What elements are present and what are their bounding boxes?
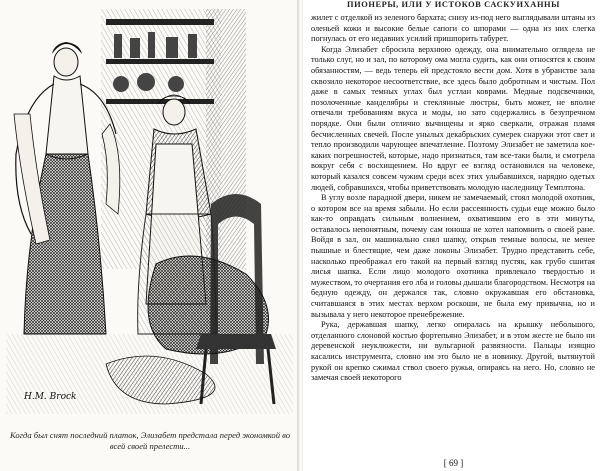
engraving-illustration: [6, 4, 293, 414]
paragraph: жилет с отделкой из зеленого бархата; снизу из-под него выглядывали штаны из оленьей кожи и высокие белые сапоги со шпорами — одна из них слегка погнулась от его недавних усилий пришпорить табурет.: [311, 13, 595, 44]
illustrator-signature: H.M. Brock: [24, 392, 77, 402]
right-page: [303, 0, 600, 471]
running-head: ПИОНЕРЫ, ИЛИ У ИСТОКОВ САСКУИХАННЫ: [346, 0, 560, 9]
body-text: [311, 13, 595, 384]
page-number: [ 69 ]: [443, 458, 464, 468]
illustration-drawing: [6, 4, 293, 414]
paragraph: В углу возле парадной двери, никем не замечаемый, стоял молодой охотник, о котором все на время забыли. Но если рассеянность судьи еще можно было как-то оправдать сильным волнением, охватившим его в эти минуты, оставалось непонятным, почему сам юноша не хотел напомнить о своей ране. Войдя в зал, он машинально снял шапку, открыв темные волосы, не менее пышные и блестящие, чем даже локоны Элизабет. Трудно представить себе, насколько преображал его такой на первый взгляд пустяк, как грубо сшитая лисья шапка. Если лицо молодого охотника привлекало твердостью и мужеством, то очертания его лба и головы дышали благородством. Несмотря на бедную одежду, он держался так, словно окружавшая его обстановка, считавшаяся в этих местах верхом роскоши, не была ему привычна, но и вызывала у него некоторое пренебрежение.: [311, 193, 595, 319]
paragraph: Когда Элизабет сбросила верхнюю одежду, она внимательно оглядела не только слуг, но и зал, по которому ома могла судить, как они относятся к своим обязанностям, — ведь теперь ей предстояло вести дом. Хотя в убранстве зала сквозило некоторое несоответствие, все здесь было добротным и чистым. Пол даже в самых темных углах был устлан коврами. Медные подсвечники, позолоченные канделябры и стеклянные люстры, быть может, не вполне отвечали требованиям вкуса и моды, но зато содержались в безупречном порядке. Они были отлично вычищены и ярко сверкали, отражая пламя бесчисленных свечей. После унылых декабрьских сумерек снаружи этот свет и тепло производили чарующее впечатление. Поэтому Элизабет не заметила кое-каких погрешностей, которые, надо признаться, там все-таки были, и смотрела вокруг себя с восхищением. Но вдруг ее взгляд остановился на человеке, который казался совсем чужим среди всех этих улыбавшихся, нарядно одетых людей, собравшихся, чтобы приветствовать молодую наследницу Темплтона.: [311, 44, 595, 192]
paragraph: Рука, державшая шапку, легко опиралась на крышку небольшого, отделанного слоновой костью фортепьяно Элизабет, и в этом жесте не было ни деревенской неуклюжести, ни вульгарной развязности. Пальцы изящно касались инструмента, словно им это было не в новинку. Другой, вытянутой рукой он крепко сжимал ствол своего ружья, опираясь на него. Но, словно не замечая своей некоторого: [311, 320, 595, 383]
illustration-caption: Когда был снят последний платок, Элизабет предстала перед экономкой во всей своей прелести...: [9, 430, 291, 451]
left-page: [0, 0, 297, 471]
